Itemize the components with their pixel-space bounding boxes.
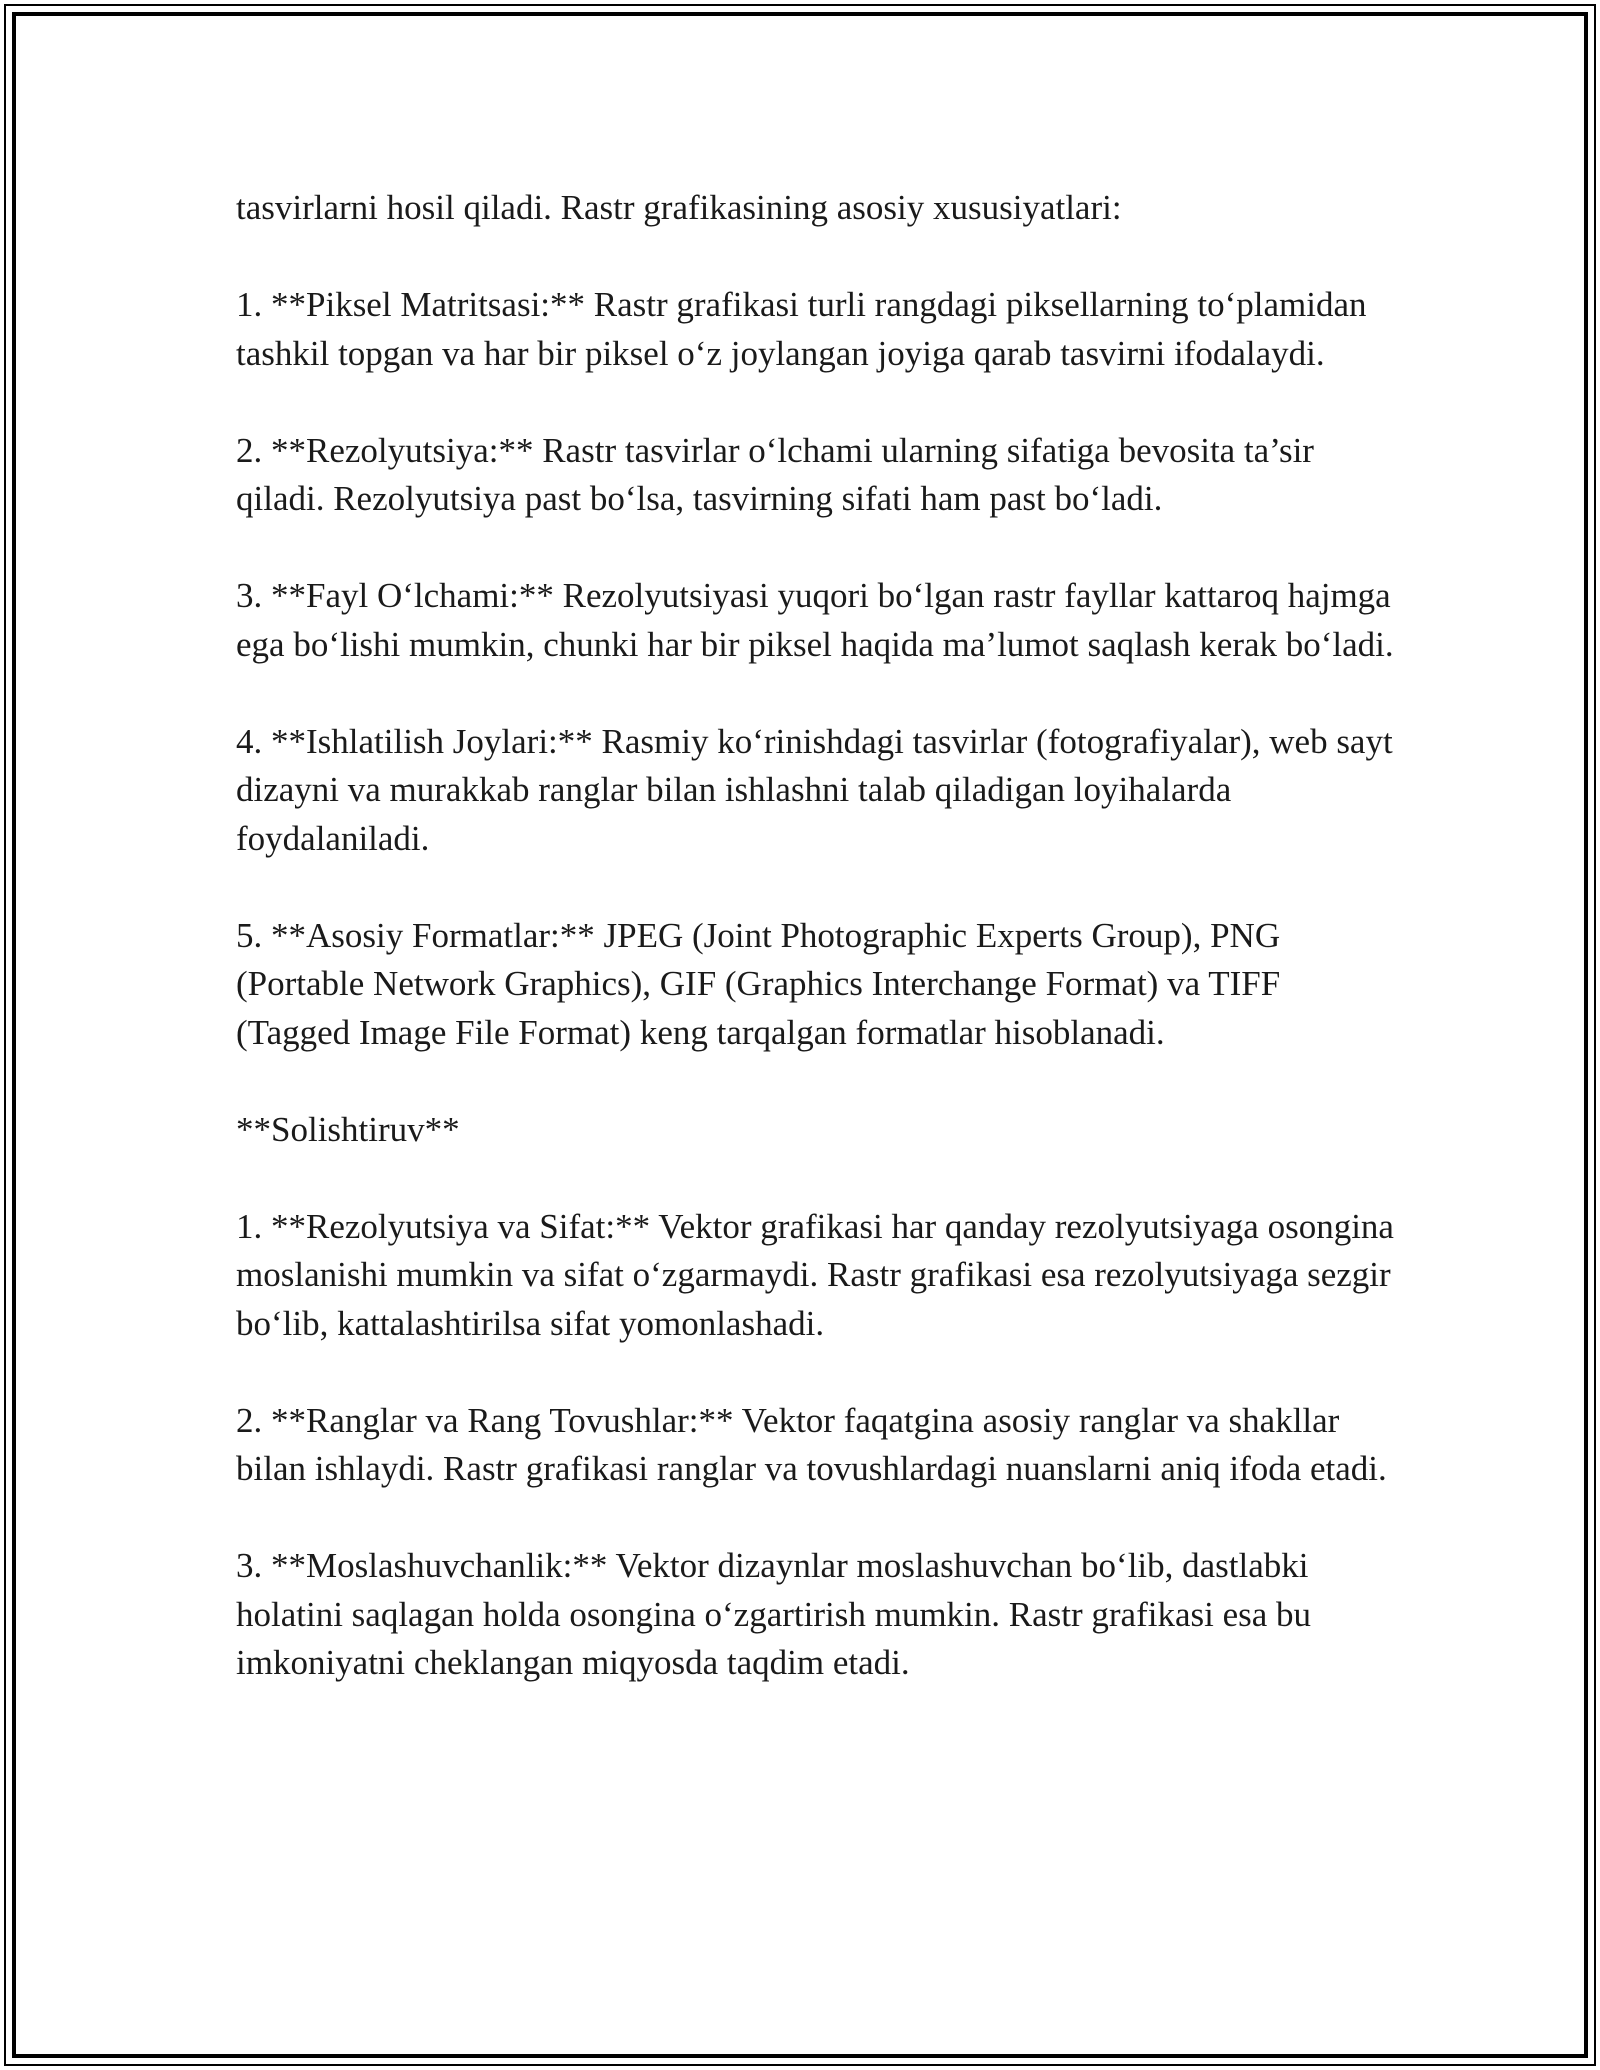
document-body <box>236 184 1396 1688</box>
comparison-heading: **Solishtiruv** <box>236 1109 460 1149</box>
comparison-resolution-quality: 1. **Rezolyutsiya va Sifat:** Vektor grafikasi har qanday rezolyutsiyaga osongina moslanishi mumkin va sifat o‘zgarmaydi. Rastr grafikasi esa rezolyutsiyaga sezgir bo‘lib, kattalashtirilsa sifat yomonlashadi. <box>236 1206 1394 1343</box>
intro-paragraph: tasvirlarni hosil qiladi. Rastr grafikasining asosiy xususiyatlari: <box>236 188 1122 227</box>
raster-feature-file-size: 3. **Fayl O‘lchami:** Rezolyutsiyasi yuqori bo‘lgan rastr fayllar kattaroq hajmga ega bo‘lishi mumkin, chunki har bir piksel haqida ma’lumot saqlash kerak bo‘ladi. <box>236 576 1394 664</box>
raster-feature-resolution: 2. **Rezolyutsiya:** Rastr tasvirlar o‘lchami ularning sifatiga bevosita ta’sir qiladi. Rezolyutsiya past bo‘lsa, tasvirning sifati ham past bo‘ladi. <box>236 430 1314 518</box>
comparison-flexibility: 3. **Moslashuvchanlik:** Vektor dizaynlar moslashuvchan bo‘lib, dastlabki holatini saqlagan holda osongina o‘zgartirish mumkin. Rastr grafikasi esa bu imkoniyatni cheklangan miqyosda taqdim etadi. <box>236 1546 1312 1682</box>
raster-feature-pixel-matrix: 1. **Piksel Matritsasi:** Rastr grafikasi turli rangdagi piksellarning to‘plamidan tashkil topgan va har bir piksel o‘z joylangan joyiga qarab tasvirni ifodalaydi. <box>236 285 1367 373</box>
raster-feature-usage: 4. **Ishlatilish Joylari:** Rasmiy ko‘rinishdagi tasvirlar (fotografiyalar), web sayt dizayni va murakkab ranglar bilan ishlashni talab qiladigan loyihalarda foydalaniladi. <box>236 721 1393 858</box>
comparison-colors-tones: 2. **Ranglar va Rang Tovushlar:** Vektor faqatgina asosiy ranglar va shakllar bilan ishlaydi. Rastr grafikasi ranglar va tovushlardagi nuanslarni aniq ifoda etadi. <box>236 1400 1387 1488</box>
raster-feature-formats: 5. **Asosiy Formatlar:** JPEG (Joint Photographic Experts Group), PNG (Portable Network Graphics), GIF (Graphics Interchange Format) va TIFF (Tagged Image File Format) keng tarqalgan formatlar hisoblanadi. <box>236 915 1281 1052</box>
